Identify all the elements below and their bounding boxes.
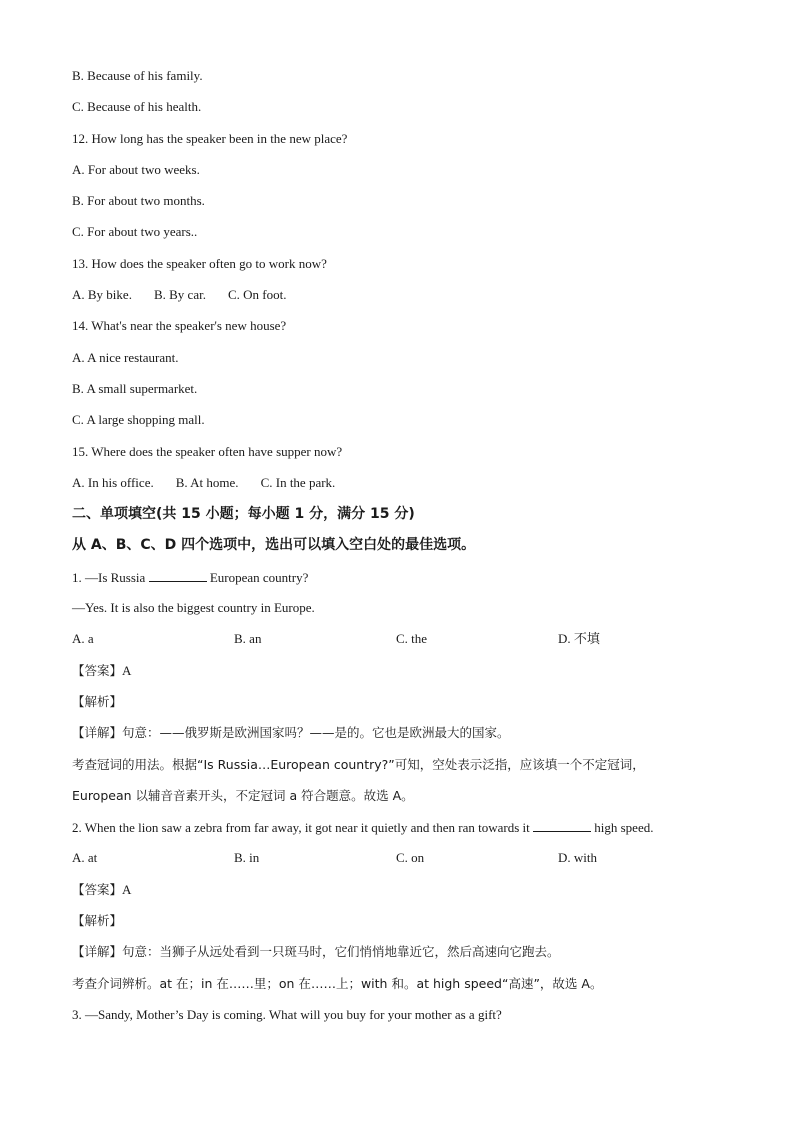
- answer-value: A: [122, 881, 132, 897]
- q15-options: [72, 473, 722, 504]
- s2q1-stem-after: European country?: [209, 569, 309, 585]
- s2q1-option-d: D. 不填: [558, 631, 600, 647]
- section-instruction: 从 A、B、C、D 四个选项中，选出可以填入空白处的最佳选项。: [72, 537, 476, 554]
- answer-tag: 【答案】: [72, 881, 123, 897]
- detail-tag: 【详解】: [72, 944, 123, 960]
- s2q2-explain-line-1: 考查介词辨析。at 在；in 在……里；on 在……上；with 和。at high speed“高速”，故选 A。: [72, 975, 603, 991]
- answer-tag: 【答案】: [72, 662, 123, 678]
- s2q1-option-b: B. an: [234, 631, 262, 647]
- q13-options: [72, 285, 722, 316]
- q11-option-c: C. Because of his health.: [72, 99, 202, 115]
- s2q1-stem-before: 1. —Is Russia: [72, 569, 146, 585]
- q14-question: 14. What's near the speaker's new house?: [72, 318, 287, 334]
- document-page: [72, 66, 722, 1036]
- s2q1-detail: [72, 723, 722, 754]
- q13-option-b: B. By car.: [153, 287, 206, 303]
- s2q2-stem-before: 2. When the lion saw a zebra from far away, it got near it quietly and then ran towards it: [72, 820, 530, 836]
- s2q2-option-b: B. in: [234, 850, 260, 866]
- s2q1-option-a: A. a: [72, 631, 94, 647]
- q14-option-b: B. A small supermarket.: [72, 380, 198, 396]
- s2q1-explain-line-1: 考查冠词的用法。根据“Is Russia…European country?”可知，空处表示泛指，应该填一个不定冠词，: [72, 756, 645, 772]
- s2q2-answer: [72, 880, 722, 911]
- q15-option-b: B. At home.: [175, 474, 239, 490]
- s2q1-reply: —Yes. It is also the biggest country in Europe.: [72, 600, 315, 616]
- s2q1-explain-line-2: European 以辅音音素开头，不定冠词 a 符合题意。故选 A。: [72, 787, 414, 803]
- s2q2-stem: [72, 817, 722, 848]
- detail-text: 句意：——俄罗斯是欧洲国家吗？——是的。它也是欧洲最大的国家。: [122, 725, 510, 741]
- q15-option-c: C. In the park.: [260, 474, 336, 490]
- detail-text: 句意：当狮子从远处看到一只斑马时，它们悄悄地靠近它，然后高速向它跑去。: [122, 944, 560, 960]
- s2q2-analysis-tag: 【解析】: [72, 913, 123, 929]
- s2q1-options: [72, 629, 722, 660]
- s2q1-option-c: C. the: [396, 631, 428, 647]
- q14-option-c: C. A large shopping mall.: [72, 412, 205, 428]
- s2q1-analysis-tag: 【解析】: [72, 693, 123, 709]
- q15-question: 15. Where does the speaker often have supper now?: [72, 443, 343, 459]
- answer-blank: [149, 567, 207, 582]
- q12-option-a: A. For about two weeks.: [72, 161, 200, 177]
- q13-option-c: C. On foot.: [227, 287, 287, 303]
- answer-blank: [533, 817, 591, 832]
- s2q2-options: [72, 848, 722, 879]
- s2q2-option-a: A. at: [72, 850, 98, 866]
- detail-tag: 【详解】: [72, 725, 123, 741]
- s2q1-answer: [72, 661, 722, 692]
- s2q3-stem: 3. —Sandy, Mother’s Day is coming. What will you buy for your mother as a gift?: [72, 1006, 502, 1022]
- s2q2-stem-after: high speed.: [594, 820, 654, 836]
- q12-option-c: C. For about two years..: [72, 224, 198, 240]
- q15-option-a: A. In his office.: [72, 474, 154, 490]
- q12-option-b: B. For about two months.: [72, 193, 205, 209]
- s2q2-option-c: C. on: [396, 850, 425, 866]
- section-title: 二、单项填空(共 15 小题；每小题 1 分，满分 15 分): [72, 506, 415, 523]
- q13-option-a: A. By bike.: [72, 287, 132, 303]
- s2q1-stem: [72, 567, 722, 598]
- s2q2-option-d: D. with: [558, 850, 597, 866]
- q11-option-b: B. Because of his family.: [72, 68, 203, 83]
- s2q2-detail: [72, 942, 722, 973]
- q14-option-a: A. A nice restaurant.: [72, 349, 179, 365]
- q12-question: 12. How long has the speaker been in the new place?: [72, 130, 348, 146]
- q13-question: 13. How does the speaker often go to work now?: [72, 255, 327, 271]
- answer-value: A: [122, 662, 132, 678]
